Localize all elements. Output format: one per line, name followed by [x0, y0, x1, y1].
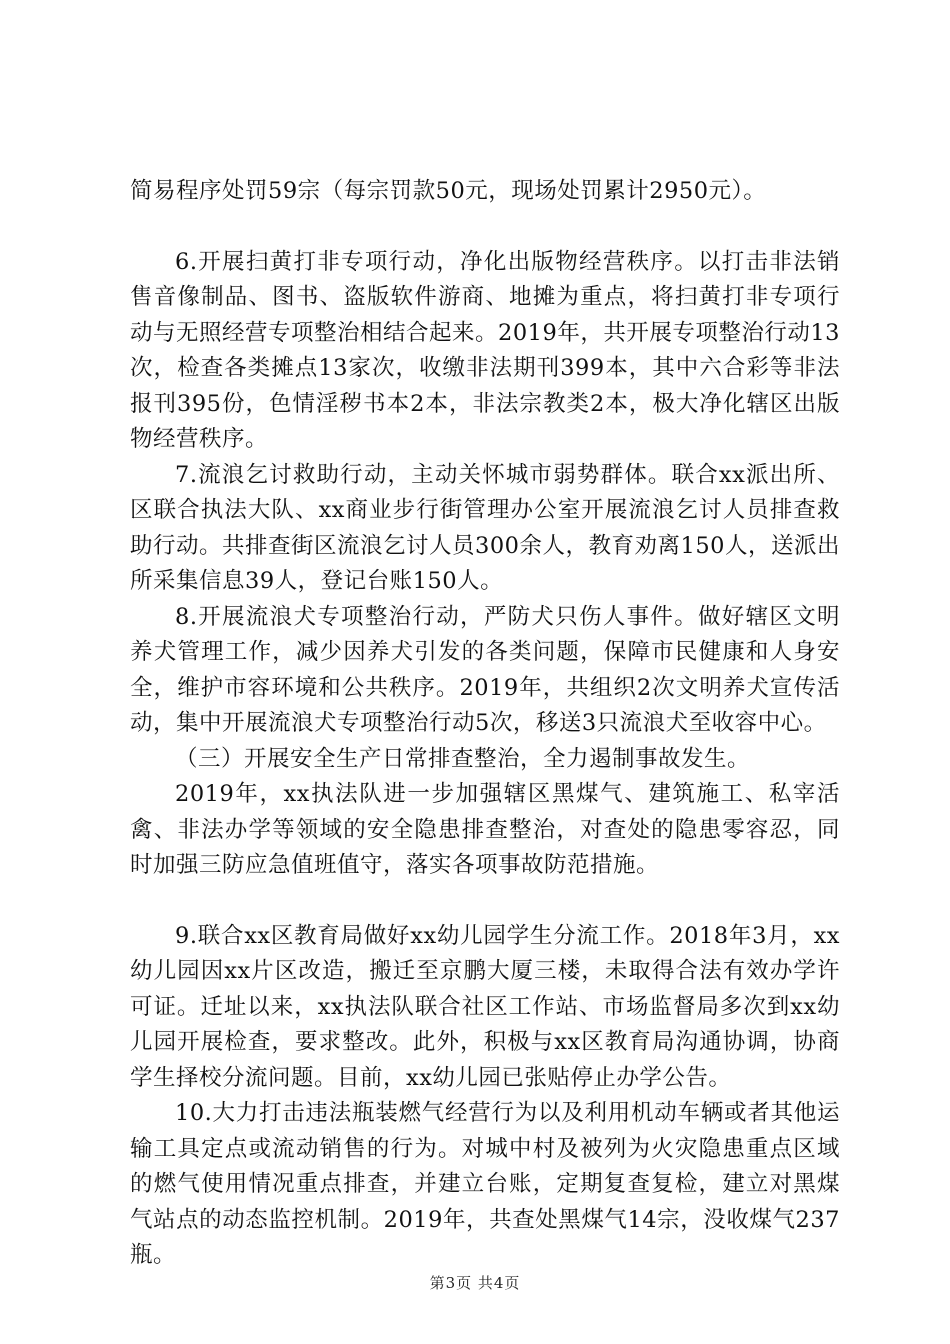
page-number-footer: 第3页 共4页 — [429, 1274, 521, 1292]
paragraph-item-9: 9.联合xx区教育局做好xx幼儿园学生分流工作。2018年3月，xx幼儿园因xx片区改造，搬迁至京鹏大厦三楼，未取得合法有效办学许可证。迁址以来，xx执法队联合社区工作站、市场监督局多次到xx幼儿园开展检查，要求整改。此外，积极与xx区教育局沟通协调，协商学生择校分流问题。目前，xx幼儿园已张贴停止办学公告。 — [130, 922, 840, 1091]
paragraph-item-10: 10.大力打击违法瓶装燃气经营行为以及利用机动车辆或者其他运输工具定点或流动销售的行为。对城中村及被列为火灾隐患重点区域的燃气使用情况重点排查，并建立台账，定期复查复检，建立对黑煤气站点的动态监控机制。2019年，共查处黑煤气14宗，没收煤气237瓶。 — [130, 1100, 840, 1268]
paragraph-item-8: 8.开展流浪犬专项整治行动，严防犬只伤人事件。做好辖区文明养犬管理工作，减少因养犬引发的各类问题，保障市民健康和人身安全，维护市容环境和公共秩序。2019年，共组织2次文明养犬宣传活动，集中开展流浪犬专项整治行动5次，移送3只流浪犬至收容中心。 — [130, 603, 840, 736]
paragraph-penalty-summary: 简易程序处罚59宗（每宗罚款50元，现场处罚累计2950元）。 — [130, 178, 767, 204]
document-body — [130, 174, 840, 1274]
paragraph-item-6: 6.开展扫黄打非专项行动，净化出版物经营秩序。以打击非法销售音像制品、图书、盗版软件游商、地摊为重点，将扫黄打非专项行动与无照经营专项整治相结合起来。2019年，共开展专项整治行动13次，检查各类摊点13家次，收缴非法期刊399本，其中六合彩等非法报刊395份，色情淫秽书本2本，非法宗教类2本，极大净化辖区出版物经营秩序。 — [130, 248, 840, 452]
paragraph-safety-intro: 2019年，xx执法队进一步加强辖区黑煤气、建筑施工、私宰活禽、非法办学等领域的安全隐患排查整治，对查处的隐患零容忍，同时加强三防应急值班值守，落实各项事故防范措施。 — [130, 781, 840, 878]
section-heading-3: （三）开展安全生产日常排查整治，全力遏制事故发生。 — [175, 745, 751, 772]
paragraph-item-7: 7.流浪乞讨救助行动，主动关怀城市弱势群体。联合xx派出所、区联合执法大队、xx商业步行街管理办公室开展流浪乞讨人员排查救助行动。共排查街区流浪乞讨人员300余人，教育劝离150人，送派出所采集信息39人，登记台账150人。 — [130, 461, 840, 594]
